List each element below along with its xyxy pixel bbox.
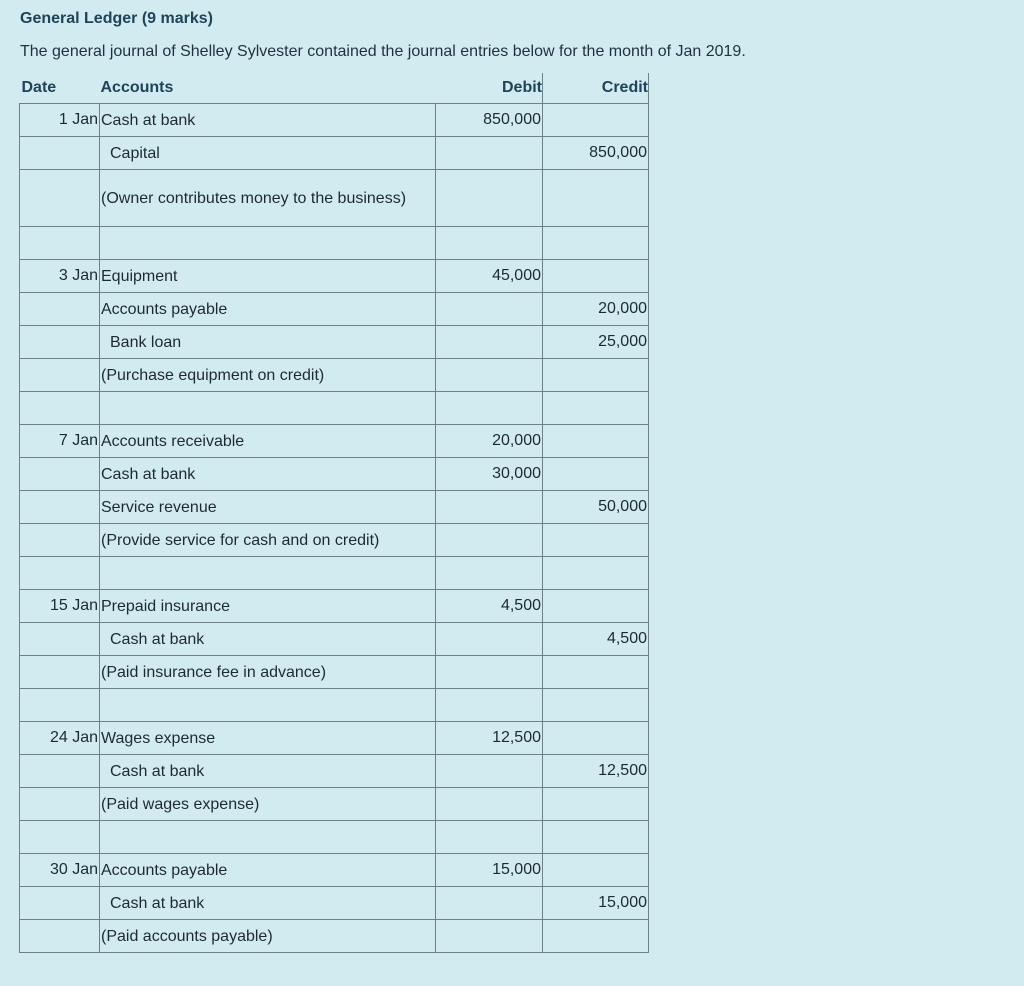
table-row [20, 722, 649, 755]
table-row [20, 326, 649, 359]
narration-cell: (Provide service for cash and on credit) [100, 524, 436, 557]
debit-cell: 15,000 [436, 854, 543, 887]
general-journal-table [19, 73, 649, 953]
credit-cell [543, 788, 649, 821]
credit-column-header: Credit [543, 73, 649, 104]
table-row [20, 524, 649, 557]
credit-cell [543, 689, 649, 722]
debit-cell [436, 623, 543, 656]
table-row [20, 260, 649, 293]
table-row [20, 137, 649, 170]
table-row [20, 227, 649, 260]
debit-cell: 12,500 [436, 722, 543, 755]
table-row [20, 557, 649, 590]
header-row [20, 73, 649, 104]
account-cell: Cash at bank [100, 887, 436, 920]
date-cell [20, 821, 100, 854]
debit-cell [436, 137, 543, 170]
account-cell [100, 821, 436, 854]
account-cell: Cash at bank [100, 623, 436, 656]
account-cell: Wages expense [100, 722, 436, 755]
credit-cell [543, 854, 649, 887]
narration-cell: (Paid wages expense) [100, 788, 436, 821]
debit-cell [436, 755, 543, 788]
credit-cell [543, 920, 649, 953]
account-cell: Bank loan [100, 326, 436, 359]
date-cell [20, 623, 100, 656]
credit-cell [543, 458, 649, 491]
table-row [20, 293, 649, 326]
credit-cell [543, 227, 649, 260]
date-cell [20, 524, 100, 557]
table-row [20, 104, 649, 137]
account-cell: Service revenue [100, 491, 436, 524]
debit-cell: 30,000 [436, 458, 543, 491]
table-row [20, 755, 649, 788]
credit-cell: 50,000 [543, 491, 649, 524]
debit-cell [436, 887, 543, 920]
credit-cell [543, 590, 649, 623]
account-cell: Cash at bank [100, 755, 436, 788]
date-column-header: Date [20, 73, 100, 104]
table-row [20, 854, 649, 887]
date-cell: 1 Jan [20, 104, 100, 137]
credit-cell: 15,000 [543, 887, 649, 920]
date-cell [20, 359, 100, 392]
credit-cell [543, 392, 649, 425]
debit-cell [436, 689, 543, 722]
account-cell: Cash at bank [100, 104, 436, 137]
date-cell [20, 557, 100, 590]
table-row [20, 788, 649, 821]
narration-cell: (Purchase equipment on credit) [100, 359, 436, 392]
date-cell [20, 788, 100, 821]
accounts-column-header: Accounts [100, 73, 436, 104]
date-cell: 24 Jan [20, 722, 100, 755]
account-cell [100, 557, 436, 590]
debit-cell: 4,500 [436, 590, 543, 623]
date-cell [20, 656, 100, 689]
credit-cell [543, 170, 649, 227]
debit-cell [436, 821, 543, 854]
date-cell [20, 755, 100, 788]
intro-text: The general journal of Shelley Sylvester contained the journal entries below for the month of Jan 2019. [20, 43, 746, 60]
credit-cell [543, 524, 649, 557]
credit-cell: 25,000 [543, 326, 649, 359]
date-cell: 15 Jan [20, 590, 100, 623]
credit-cell: 850,000 [543, 137, 649, 170]
date-cell: 30 Jan [20, 854, 100, 887]
table-row [20, 656, 649, 689]
page-title: General Ledger (9 marks) [20, 10, 213, 27]
credit-cell: 12,500 [543, 755, 649, 788]
debit-cell [436, 920, 543, 953]
table-row [20, 392, 649, 425]
credit-cell [543, 359, 649, 392]
date-cell: 3 Jan [20, 260, 100, 293]
debit-cell [436, 557, 543, 590]
account-cell: Accounts payable [100, 854, 436, 887]
date-cell [20, 887, 100, 920]
table-row [20, 425, 649, 458]
debit-cell [436, 326, 543, 359]
account-cell: Prepaid insurance [100, 590, 436, 623]
date-cell [20, 170, 100, 227]
account-cell [100, 392, 436, 425]
account-cell [100, 227, 436, 260]
table-row [20, 359, 649, 392]
debit-cell [436, 392, 543, 425]
credit-cell [543, 821, 649, 854]
date-cell [20, 137, 100, 170]
account-cell: Accounts receivable [100, 425, 436, 458]
narration-cell: (Owner contributes money to the business) [100, 170, 436, 227]
debit-cell [436, 170, 543, 227]
credit-cell [543, 557, 649, 590]
narration-cell: (Paid accounts payable) [100, 920, 436, 953]
table-row [20, 821, 649, 854]
date-cell [20, 326, 100, 359]
debit-cell [436, 359, 543, 392]
date-cell [20, 392, 100, 425]
date-cell [20, 293, 100, 326]
date-cell [20, 458, 100, 491]
table-row [20, 920, 649, 953]
account-cell: Equipment [100, 260, 436, 293]
date-cell [20, 920, 100, 953]
table-row [20, 887, 649, 920]
table-row [20, 689, 649, 722]
credit-cell: 4,500 [543, 623, 649, 656]
narration-cell: (Paid insurance fee in advance) [100, 656, 436, 689]
account-cell: Cash at bank [100, 458, 436, 491]
debit-cell: 45,000 [436, 260, 543, 293]
debit-cell [436, 524, 543, 557]
date-cell [20, 227, 100, 260]
credit-cell [543, 656, 649, 689]
date-cell [20, 491, 100, 524]
debit-cell [436, 656, 543, 689]
debit-cell [436, 788, 543, 821]
debit-column-header: Debit [436, 73, 543, 104]
table-row [20, 623, 649, 656]
table-row [20, 491, 649, 524]
date-cell: 7 Jan [20, 425, 100, 458]
debit-cell [436, 227, 543, 260]
date-cell [20, 689, 100, 722]
table-row [20, 590, 649, 623]
account-cell: Accounts payable [100, 293, 436, 326]
credit-cell: 20,000 [543, 293, 649, 326]
table-row [20, 458, 649, 491]
debit-cell [436, 491, 543, 524]
table-row [20, 170, 649, 227]
debit-cell: 850,000 [436, 104, 543, 137]
credit-cell [543, 425, 649, 458]
account-cell: Capital [100, 137, 436, 170]
account-cell [100, 689, 436, 722]
credit-cell [543, 722, 649, 755]
credit-cell [543, 260, 649, 293]
credit-cell [543, 104, 649, 137]
debit-cell: 20,000 [436, 425, 543, 458]
debit-cell [436, 293, 543, 326]
